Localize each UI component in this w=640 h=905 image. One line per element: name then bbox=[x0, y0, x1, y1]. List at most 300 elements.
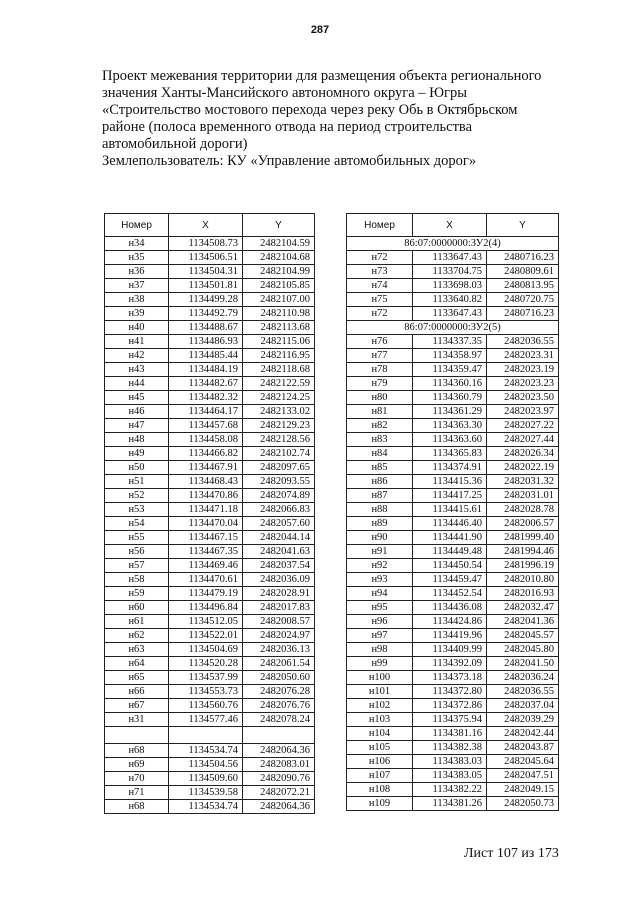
coord-x: 1134488.67 bbox=[169, 321, 243, 335]
point-number: н93 bbox=[347, 573, 413, 587]
table-row bbox=[105, 744, 315, 758]
coord-x: 1134466.82 bbox=[169, 447, 243, 461]
point-number: н35 bbox=[105, 251, 169, 265]
point-number: н51 bbox=[105, 475, 169, 489]
point-number: н108 bbox=[347, 783, 413, 797]
coord-y: 2482064.36 bbox=[243, 744, 315, 758]
point-number: н91 bbox=[347, 545, 413, 559]
point-number: н98 bbox=[347, 643, 413, 657]
column-header-x: X bbox=[413, 214, 487, 237]
coord-x: 1134534.74 bbox=[169, 744, 243, 758]
point-number: н86 bbox=[347, 475, 413, 489]
point-number: н37 bbox=[105, 279, 169, 293]
table-row bbox=[105, 671, 315, 685]
coord-x bbox=[169, 727, 243, 744]
coord-y: 2482129.23 bbox=[243, 419, 315, 433]
coord-y: 2482036.55 bbox=[487, 335, 559, 349]
table-row bbox=[347, 699, 559, 713]
coord-x: 1134361.29 bbox=[413, 405, 487, 419]
table-row bbox=[105, 699, 315, 713]
point-number: н65 bbox=[105, 671, 169, 685]
point-number: н99 bbox=[347, 657, 413, 671]
coord-x: 1134363.60 bbox=[413, 433, 487, 447]
table-row bbox=[347, 475, 559, 489]
point-number: н49 bbox=[105, 447, 169, 461]
point-number: н100 bbox=[347, 671, 413, 685]
coord-y: 2482023.97 bbox=[487, 405, 559, 419]
table-row bbox=[347, 741, 559, 755]
table-row bbox=[105, 419, 315, 433]
point-number: н107 bbox=[347, 769, 413, 783]
point-number: н92 bbox=[347, 559, 413, 573]
table-row bbox=[347, 279, 559, 293]
coord-x: 1133698.03 bbox=[413, 279, 487, 293]
point-number: н72 bbox=[347, 251, 413, 265]
coord-y: 2482041.36 bbox=[487, 615, 559, 629]
point-number: н63 bbox=[105, 643, 169, 657]
coord-x: 1134499.28 bbox=[169, 293, 243, 307]
coord-x: 1134415.61 bbox=[413, 503, 487, 517]
coord-x: 1134539.58 bbox=[169, 786, 243, 800]
point-number: н76 bbox=[347, 335, 413, 349]
coord-x: 1134382.38 bbox=[413, 741, 487, 755]
point-number: н56 bbox=[105, 545, 169, 559]
point-number: н101 bbox=[347, 685, 413, 699]
point-number: н73 bbox=[347, 265, 413, 279]
point-number: н82 bbox=[347, 419, 413, 433]
table-row bbox=[105, 335, 315, 349]
coord-x: 1134459.47 bbox=[413, 573, 487, 587]
coord-x: 1134415.36 bbox=[413, 475, 487, 489]
table-row bbox=[105, 503, 315, 517]
table-row bbox=[347, 517, 559, 531]
coord-x: 1134441.90 bbox=[413, 531, 487, 545]
coord-y: 2482064.36 bbox=[243, 800, 315, 814]
table-row bbox=[105, 545, 315, 559]
coord-x: 1134504.69 bbox=[169, 643, 243, 657]
coord-x: 1134470.04 bbox=[169, 517, 243, 531]
coord-x: 1134577.46 bbox=[169, 713, 243, 727]
coord-y: 2482047.51 bbox=[487, 769, 559, 783]
table-row bbox=[105, 657, 315, 671]
point-number: н38 bbox=[105, 293, 169, 307]
table-row bbox=[347, 405, 559, 419]
coord-y: 2482036.55 bbox=[487, 685, 559, 699]
coord-x: 1134482.32 bbox=[169, 391, 243, 405]
table-row bbox=[347, 545, 559, 559]
coord-x: 1133647.43 bbox=[413, 251, 487, 265]
point-number: н31 bbox=[105, 713, 169, 727]
coord-x: 1134467.15 bbox=[169, 531, 243, 545]
table-row bbox=[105, 615, 315, 629]
coord-x: 1134504.56 bbox=[169, 758, 243, 772]
coord-y: 2482045.57 bbox=[487, 629, 559, 643]
parcel-group-row bbox=[347, 237, 559, 251]
coord-y: 2482041.63 bbox=[243, 545, 315, 559]
point-number: н105 bbox=[347, 741, 413, 755]
coord-x: 1134360.16 bbox=[413, 377, 487, 391]
coord-y: 2482023.31 bbox=[487, 349, 559, 363]
point-number: н88 bbox=[347, 503, 413, 517]
coord-y: 2482031.01 bbox=[487, 489, 559, 503]
coord-y: 2482044.14 bbox=[243, 531, 315, 545]
header-line: районе (полоса временного отвода на период строительства bbox=[102, 119, 473, 135]
coord-y: 2482042.44 bbox=[487, 727, 559, 741]
point-number: н59 bbox=[105, 587, 169, 601]
coord-x: 1134470.61 bbox=[169, 573, 243, 587]
coord-x: 1134467.91 bbox=[169, 461, 243, 475]
coord-y: 2482115.06 bbox=[243, 335, 315, 349]
coord-y: 2482076.28 bbox=[243, 685, 315, 699]
document-header bbox=[102, 68, 572, 170]
table-row bbox=[347, 643, 559, 657]
coord-y: 2482066.83 bbox=[243, 503, 315, 517]
coord-y: 2482036.24 bbox=[487, 671, 559, 685]
coord-y: 2482037.04 bbox=[487, 699, 559, 713]
coord-x: 1134457.68 bbox=[169, 419, 243, 433]
coord-x: 1134363.30 bbox=[413, 419, 487, 433]
table-row bbox=[105, 251, 315, 265]
table-row bbox=[105, 461, 315, 475]
point-number: н102 bbox=[347, 699, 413, 713]
point-number: н48 bbox=[105, 433, 169, 447]
header-line: «Строительство мостового перехода через реку Обь в Октябрьском bbox=[102, 102, 518, 118]
coord-y: 2482032.47 bbox=[487, 601, 559, 615]
point-number: н45 bbox=[105, 391, 169, 405]
coord-y: 2482076.76 bbox=[243, 699, 315, 713]
coord-x: 1134449.48 bbox=[413, 545, 487, 559]
coord-y: 2482006.57 bbox=[487, 517, 559, 531]
coord-x: 1134409.99 bbox=[413, 643, 487, 657]
coord-x: 1134470.86 bbox=[169, 489, 243, 503]
coord-x: 1134479.19 bbox=[169, 587, 243, 601]
coord-y: 2482026.34 bbox=[487, 447, 559, 461]
coord-y: 2480720.75 bbox=[487, 293, 559, 307]
coord-y: 2482107.00 bbox=[243, 293, 315, 307]
table-row bbox=[105, 772, 315, 786]
table-row bbox=[347, 349, 559, 363]
table-row bbox=[105, 279, 315, 293]
coord-x: 1133647.43 bbox=[413, 307, 487, 321]
table-row bbox=[347, 307, 559, 321]
coord-x: 1134537.99 bbox=[169, 671, 243, 685]
point-number: н69 bbox=[105, 758, 169, 772]
point-number: н34 bbox=[105, 237, 169, 251]
table-row bbox=[105, 265, 315, 279]
point-number: н96 bbox=[347, 615, 413, 629]
coord-y: 2482017.83 bbox=[243, 601, 315, 615]
point-number: н84 bbox=[347, 447, 413, 461]
point-number: н74 bbox=[347, 279, 413, 293]
table-row bbox=[347, 251, 559, 265]
point-number: н68 bbox=[105, 800, 169, 814]
table-row bbox=[105, 475, 315, 489]
coord-x: 1134458.08 bbox=[169, 433, 243, 447]
coord-y: 2482128.56 bbox=[243, 433, 315, 447]
table-row bbox=[105, 758, 315, 772]
point-number: н79 bbox=[347, 377, 413, 391]
coord-y: 2482078.24 bbox=[243, 713, 315, 727]
table-row bbox=[105, 377, 315, 391]
coord-y: 2480809.61 bbox=[487, 265, 559, 279]
coord-y: 2482010.80 bbox=[487, 573, 559, 587]
coord-x: 1134501.81 bbox=[169, 279, 243, 293]
point-number: н44 bbox=[105, 377, 169, 391]
point-number: н90 bbox=[347, 531, 413, 545]
point-number: н94 bbox=[347, 587, 413, 601]
coord-y: 2482028.91 bbox=[243, 587, 315, 601]
coord-x: 1134520.28 bbox=[169, 657, 243, 671]
point-number: н61 bbox=[105, 615, 169, 629]
column-header-y: Y bbox=[243, 214, 315, 237]
column-header-x: X bbox=[169, 214, 243, 237]
coord-y: 2482104.68 bbox=[243, 251, 315, 265]
coord-y: 2482024.97 bbox=[243, 629, 315, 643]
table-row bbox=[105, 601, 315, 615]
table-row bbox=[347, 755, 559, 769]
coord-x: 1134337.35 bbox=[413, 335, 487, 349]
point-number: н52 bbox=[105, 489, 169, 503]
coord-y: 2482039.29 bbox=[487, 713, 559, 727]
coord-y: 2482124.25 bbox=[243, 391, 315, 405]
point-number: н104 bbox=[347, 727, 413, 741]
table-row bbox=[105, 786, 315, 800]
coord-y: 2482031.32 bbox=[487, 475, 559, 489]
table-row bbox=[347, 377, 559, 391]
coord-x: 1134469.46 bbox=[169, 559, 243, 573]
header-line: Проект межевания территории для размещения объекта регионального bbox=[102, 68, 542, 84]
table-row bbox=[347, 797, 559, 811]
point-number: н85 bbox=[347, 461, 413, 475]
table-row bbox=[347, 265, 559, 279]
coord-y: 2482074.89 bbox=[243, 489, 315, 503]
coord-y: 2481999.40 bbox=[487, 531, 559, 545]
point-number: н106 bbox=[347, 755, 413, 769]
coord-x: 1134383.05 bbox=[413, 769, 487, 783]
coord-y: 2482023.50 bbox=[487, 391, 559, 405]
point-number: н50 bbox=[105, 461, 169, 475]
coord-y: 2482023.19 bbox=[487, 363, 559, 377]
column-header-number: Номер bbox=[105, 214, 169, 237]
coord-y: 2482104.99 bbox=[243, 265, 315, 279]
coord-y: 2482097.65 bbox=[243, 461, 315, 475]
header-line: автомобильной дороги) bbox=[102, 136, 248, 152]
coord-y: 2482057.60 bbox=[243, 517, 315, 531]
table-header-row bbox=[347, 214, 559, 237]
point-number: н68 bbox=[105, 744, 169, 758]
table-row bbox=[347, 685, 559, 699]
table-row bbox=[105, 531, 315, 545]
coord-y: 2482028.78 bbox=[487, 503, 559, 517]
table-row bbox=[347, 657, 559, 671]
coord-x: 1133640.82 bbox=[413, 293, 487, 307]
table-row bbox=[105, 405, 315, 419]
coord-x: 1134359.47 bbox=[413, 363, 487, 377]
table-row bbox=[105, 349, 315, 363]
coord-x: 1134496.84 bbox=[169, 601, 243, 615]
table-row bbox=[347, 713, 559, 727]
point-number: н46 bbox=[105, 405, 169, 419]
table-row bbox=[105, 293, 315, 307]
coord-y: 2482083.01 bbox=[243, 758, 315, 772]
table-header-row bbox=[105, 214, 315, 237]
coord-y: 2482133.02 bbox=[243, 405, 315, 419]
table-row bbox=[105, 517, 315, 531]
coord-y: 2482113.68 bbox=[243, 321, 315, 335]
table-row bbox=[105, 573, 315, 587]
coord-y: 2482036.09 bbox=[243, 573, 315, 587]
coord-x: 1134374.91 bbox=[413, 461, 487, 475]
table-row bbox=[105, 363, 315, 377]
coord-x: 1134446.40 bbox=[413, 517, 487, 531]
coord-x: 1134381.16 bbox=[413, 727, 487, 741]
coord-x: 1134436.08 bbox=[413, 601, 487, 615]
coord-y: 2482016.93 bbox=[487, 587, 559, 601]
coord-y: 2482041.50 bbox=[487, 657, 559, 671]
coord-x: 1134467.35 bbox=[169, 545, 243, 559]
coord-x: 1134508.73 bbox=[169, 237, 243, 251]
table-row bbox=[347, 615, 559, 629]
coord-y: 2482022.19 bbox=[487, 461, 559, 475]
coord-y: 2482050.73 bbox=[487, 797, 559, 811]
table-row bbox=[347, 601, 559, 615]
coord-y: 2482050.60 bbox=[243, 671, 315, 685]
coord-x: 1134485.44 bbox=[169, 349, 243, 363]
coord-y bbox=[243, 727, 315, 744]
table-row bbox=[105, 559, 315, 573]
coord-y: 2482049.15 bbox=[487, 783, 559, 797]
point-number: н103 bbox=[347, 713, 413, 727]
land-user-line: Землепользователь: КУ «Управление автомобильных дорог» bbox=[102, 153, 477, 169]
point-number: н41 bbox=[105, 335, 169, 349]
coord-y: 2482043.87 bbox=[487, 741, 559, 755]
table-spacer-row bbox=[105, 727, 315, 744]
coord-x: 1134553.73 bbox=[169, 685, 243, 699]
table-row bbox=[105, 237, 315, 251]
coord-y: 2482105.85 bbox=[243, 279, 315, 293]
coord-y: 2482118.68 bbox=[243, 363, 315, 377]
coordinates-table-left bbox=[104, 213, 315, 814]
coord-y: 2481996.19 bbox=[487, 559, 559, 573]
coord-y: 2482027.22 bbox=[487, 419, 559, 433]
point-number: н66 bbox=[105, 685, 169, 699]
coord-y: 2482093.55 bbox=[243, 475, 315, 489]
coord-x: 1134471.18 bbox=[169, 503, 243, 517]
table-row bbox=[347, 671, 559, 685]
coord-x: 1134522.01 bbox=[169, 629, 243, 643]
page-number: 287 bbox=[310, 24, 330, 36]
point-number: н95 bbox=[347, 601, 413, 615]
coord-y: 2482104.59 bbox=[243, 237, 315, 251]
coord-y: 2482072.21 bbox=[243, 786, 315, 800]
table-row bbox=[347, 419, 559, 433]
coord-x: 1134560.76 bbox=[169, 699, 243, 713]
table-row bbox=[347, 769, 559, 783]
coord-x: 1134492.79 bbox=[169, 307, 243, 321]
table-row bbox=[105, 800, 315, 814]
coord-x: 1134484.19 bbox=[169, 363, 243, 377]
table-row bbox=[347, 503, 559, 517]
parcel-id: 86:07:0000000:ЗУ2(5) bbox=[347, 321, 559, 335]
coord-y: 2482061.54 bbox=[243, 657, 315, 671]
coord-x: 1134419.96 bbox=[413, 629, 487, 643]
coord-x: 1134504.31 bbox=[169, 265, 243, 279]
parcel-id: 86:07:0000000:ЗУ2(4) bbox=[347, 237, 559, 251]
coord-x: 1134486.93 bbox=[169, 335, 243, 349]
point-number: н97 bbox=[347, 629, 413, 643]
point-number: н58 bbox=[105, 573, 169, 587]
table-row bbox=[105, 447, 315, 461]
point-number: н39 bbox=[105, 307, 169, 321]
coord-x: 1134375.94 bbox=[413, 713, 487, 727]
coord-y: 2482110.98 bbox=[243, 307, 315, 321]
coord-y: 2482045.64 bbox=[487, 755, 559, 769]
table-row bbox=[105, 713, 315, 727]
coord-y: 2482023.23 bbox=[487, 377, 559, 391]
point-number: н67 bbox=[105, 699, 169, 713]
point-number: н70 bbox=[105, 772, 169, 786]
point-number: н60 bbox=[105, 601, 169, 615]
coord-y: 2482090.76 bbox=[243, 772, 315, 786]
coord-x: 1134381.26 bbox=[413, 797, 487, 811]
table-row bbox=[347, 447, 559, 461]
table-row bbox=[347, 461, 559, 475]
coord-x: 1134534.74 bbox=[169, 800, 243, 814]
point-number: н62 bbox=[105, 629, 169, 643]
coord-x: 1134509.60 bbox=[169, 772, 243, 786]
coord-y: 2482037.54 bbox=[243, 559, 315, 573]
coord-y: 2482122.59 bbox=[243, 377, 315, 391]
coord-x: 1133704.75 bbox=[413, 265, 487, 279]
sheet-footer: Лист 107 из 173 bbox=[464, 846, 559, 861]
point-number bbox=[105, 727, 169, 744]
table-row bbox=[105, 587, 315, 601]
point-number: н89 bbox=[347, 517, 413, 531]
coord-x: 1134450.54 bbox=[413, 559, 487, 573]
point-number: н57 bbox=[105, 559, 169, 573]
table-row bbox=[347, 727, 559, 741]
coord-x: 1134452.54 bbox=[413, 587, 487, 601]
table-row bbox=[347, 783, 559, 797]
coord-x: 1134468.43 bbox=[169, 475, 243, 489]
point-number: н55 bbox=[105, 531, 169, 545]
table-row bbox=[347, 391, 559, 405]
coord-y: 2482102.74 bbox=[243, 447, 315, 461]
coord-x: 1134372.86 bbox=[413, 699, 487, 713]
coord-y: 2481994.46 bbox=[487, 545, 559, 559]
point-number: н54 bbox=[105, 517, 169, 531]
coord-x: 1134464.17 bbox=[169, 405, 243, 419]
coord-x: 1134506.51 bbox=[169, 251, 243, 265]
coord-x: 1134365.83 bbox=[413, 447, 487, 461]
table-row bbox=[347, 293, 559, 307]
coord-y: 2482036.13 bbox=[243, 643, 315, 657]
point-number: н42 bbox=[105, 349, 169, 363]
coord-x: 1134382.22 bbox=[413, 783, 487, 797]
column-header-y: Y bbox=[487, 214, 559, 237]
point-number: н64 bbox=[105, 657, 169, 671]
point-number: н53 bbox=[105, 503, 169, 517]
coord-x: 1134360.79 bbox=[413, 391, 487, 405]
coord-y: 2482027.44 bbox=[487, 433, 559, 447]
point-number: н43 bbox=[105, 363, 169, 377]
table-row bbox=[347, 489, 559, 503]
table-row bbox=[347, 363, 559, 377]
coord-x: 1134417.25 bbox=[413, 489, 487, 503]
coord-x: 1134392.09 bbox=[413, 657, 487, 671]
point-number: н77 bbox=[347, 349, 413, 363]
point-number: н83 bbox=[347, 433, 413, 447]
